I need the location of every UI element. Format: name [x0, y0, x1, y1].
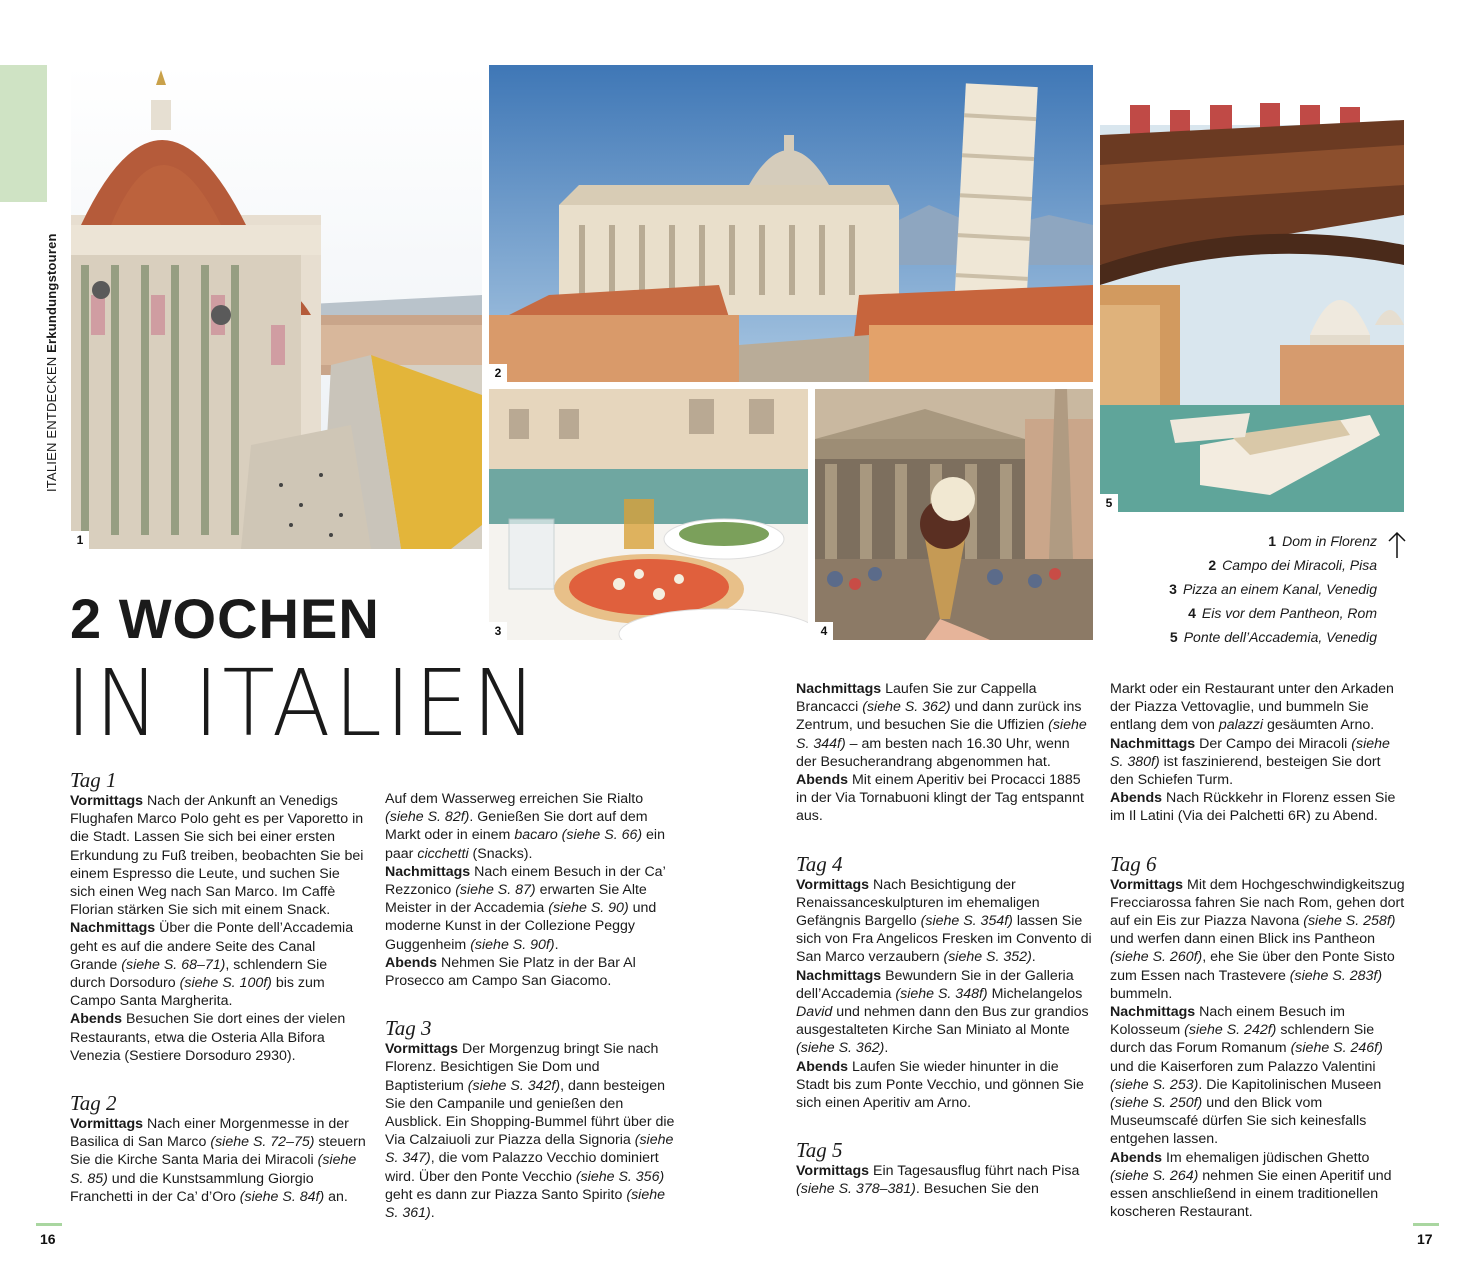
time-of-day-label: Vormittags: [70, 1116, 144, 1133]
day-heading: Tag 5: [796, 1138, 843, 1163]
page-reference: (siehe S. 68–71): [121, 956, 226, 973]
page-reference: (siehe S. 362): [796, 1040, 885, 1057]
page-reference: (siehe S. 87): [455, 882, 536, 899]
page-number-left: 16: [40, 1231, 56, 1247]
body-text: .: [430, 1205, 435, 1222]
page-title-line2: IN ITALIEN: [66, 650, 540, 757]
time-of-day-label: Nachmittags: [385, 863, 471, 880]
photo-pisa: [489, 65, 1093, 382]
body-text: Bewundern Sie in der Galleria dell’Accademia: [796, 967, 1074, 1002]
photo-number: 2: [489, 364, 507, 382]
caption-2: 2 Campo dei Miracoli, Pisa: [1208, 557, 1377, 573]
itinerary-paragraph: [70, 792, 366, 919]
body-text: Nach einem Besuch in der Ca’ Rezzonico: [385, 863, 666, 899]
caption-1: 1 Dom in Florenz: [1268, 533, 1377, 549]
page-reference: (siehe S. 260f): [1110, 949, 1203, 966]
time-of-day-label: Abends: [796, 1058, 849, 1075]
body-text: .: [884, 1040, 889, 1057]
body-text: ein paar: [385, 827, 665, 862]
body-text: an.: [324, 1188, 348, 1205]
body-text: .: [1031, 949, 1036, 966]
body-text: Nach einer Morgenmesse in der Basilica di San Marco: [70, 1116, 349, 1151]
caption-5: 5 Ponte dell’Accademia, Venedig: [1169, 629, 1377, 645]
body-text: Laufen Sie zur Cappella Brancacci: [796, 681, 1037, 716]
itinerary-paragraph: [385, 863, 681, 954]
itinerary-paragraph: [70, 1010, 366, 1065]
body-text: . Genießen Sie dort auf dem Markt oder in einem: [385, 809, 648, 844]
body-text: Über die Ponte dell’Accademia geht es auf die andere Seite des Canal Grande: [70, 920, 354, 973]
body-text: – am besten nach 16.30 Uhr, wenn der Besucherandrang abgenommen hat.: [796, 735, 1070, 770]
running-head: [44, 233, 59, 492]
page-reference: (siehe S. 264): [1110, 1167, 1199, 1184]
page-reference: (siehe S. 90): [548, 900, 629, 917]
page-reference: (siehe S. 84f): [239, 1188, 325, 1205]
caption-4: 4 Eis vor dem Pantheon, Rom: [1188, 605, 1377, 621]
page-reference: (siehe S. 253): [1110, 1076, 1199, 1093]
itinerary-paragraph: [1110, 680, 1406, 735]
body-text: Auf dem Wasserweg erreichen Sie Rialto: [385, 791, 644, 807]
page-reference: (siehe S. 283f): [1289, 967, 1383, 984]
text-column-4: [1110, 680, 1406, 1221]
itinerary-paragraph: [796, 1162, 1092, 1198]
gelato-pantheon-illustration: [815, 389, 1093, 640]
arrow-up-icon: [1387, 530, 1407, 560]
body-text: schlendern Sie durch das Forum Romanum: [1110, 1022, 1375, 1057]
itinerary-paragraph: [70, 919, 366, 1010]
itinerary-paragraph: [385, 954, 681, 990]
time-of-day-label: Nachmittags: [1110, 735, 1196, 752]
section-color-tab: [0, 65, 47, 202]
time-of-day-label: Vormittags: [796, 1163, 870, 1180]
page-bar-right: [1413, 1223, 1439, 1226]
page-reference: (siehe S. 100f): [179, 975, 272, 992]
body-text: Markt oder ein Restaurant unter den Arkaden der Piazza Vettovaglie, und bummeln Sie entlang dem von: [1110, 681, 1394, 734]
body-text: , schlendern Sie durch Dorsoduro: [70, 956, 328, 992]
pizza-canal-illustration: [489, 389, 808, 640]
text-column-3: [796, 680, 1092, 1199]
body-text: und die Kunstsammlung Giorgio Franchetti in der Ca’ d’Oro: [70, 1170, 314, 1205]
body-text: Michelangelos: [987, 985, 1083, 1002]
body-text: (Snacks).: [468, 845, 533, 862]
photo-number: 3: [489, 622, 507, 640]
page-reference: (siehe S. 362): [862, 699, 951, 716]
time-of-day-label: Vormittags: [1110, 876, 1184, 893]
photo-number: 5: [1100, 494, 1118, 512]
page-reference: (siehe S. 348f): [895, 985, 988, 1002]
page-reference: (siehe S. 344f): [796, 717, 1087, 752]
photo-number: 1: [71, 531, 89, 549]
time-of-day-label: Nachmittags: [796, 681, 882, 697]
page-reference: bacaro (siehe S. 66): [514, 827, 643, 844]
body-text: Der Morgenzug bringt Sie nach Florenz. Besichtigen Sie Dom und Baptisterium: [385, 1041, 659, 1094]
page-bar-left: [36, 1223, 62, 1226]
page-reference: (siehe S. 380f): [1110, 735, 1390, 770]
body-text: Nach Rückkehr in Florenz essen Sie im Il Latini (Via dei Palchetti 6R) zu Abend.: [1110, 790, 1396, 825]
page-reference: David: [796, 1004, 833, 1021]
page-reference: (siehe S. 90f): [470, 936, 555, 953]
chapter-label: Erkundungstouren: [44, 233, 59, 353]
day-heading: Tag 4: [796, 851, 843, 876]
body-text: . Besuchen Sie den: [915, 1181, 1039, 1198]
time-of-day-label: Nachmittags: [1110, 1004, 1196, 1021]
time-of-day-label: Abends: [385, 954, 438, 971]
body-text: Der Campo dei Miracoli: [1195, 735, 1352, 752]
time-of-day-label: Vormittags: [70, 793, 144, 809]
body-text: und werfen dann einen Blick ins Pantheon: [1110, 931, 1376, 948]
itinerary-paragraph: [1110, 1003, 1406, 1149]
body-text: Mit einem Aperitiv bei Procacci 1885 in der Via Tornabuoni klingt der Tag entspannt aus.: [796, 772, 1084, 825]
itinerary-paragraph: [796, 771, 1092, 826]
page-reference: (siehe S. 347): [385, 1132, 674, 1167]
page-title-line1: 2 WOCHEN: [70, 587, 380, 650]
time-of-day-label: Abends: [70, 1011, 123, 1028]
page-reference: (siehe S. 352): [943, 949, 1032, 966]
section-label: ITALIEN ENTDECKEN: [44, 356, 59, 492]
page-reference: (siehe S. 378–381): [796, 1181, 916, 1198]
body-text: . Die Kapitolinischen Museen: [1198, 1076, 1382, 1093]
text-column-2: [385, 790, 681, 1222]
day-heading: Tag 2: [70, 1091, 117, 1116]
itinerary-paragraph: [1110, 1149, 1406, 1222]
body-text: , die vom Palazzo Vecchio dominiert wird. Über den Ponte Vecchio: [385, 1150, 659, 1185]
day-heading: Tag 6: [1110, 851, 1157, 876]
body-text: .: [554, 936, 559, 953]
time-of-day-label: Nachmittags: [796, 967, 882, 984]
body-text: lassen Sie sich von Fra Angelicos Fresken im Convento di San Marco verzaubern: [796, 913, 1092, 966]
page-reference: (siehe S. 242f): [1184, 1022, 1277, 1039]
body-text: erwarten Sie Alte Meister in der Accademia: [385, 882, 647, 917]
itinerary-paragraph: [1110, 876, 1406, 1003]
photo-florence-dome: [71, 65, 482, 549]
body-text: ist faszinierend, besteigen Sie dort den Schiefen Turm.: [1110, 753, 1381, 789]
photo-number: 4: [815, 622, 833, 640]
caption-3: 3 Pizza an einem Kanal, Venedig: [1169, 581, 1377, 597]
itinerary-paragraph: [796, 680, 1092, 771]
itinerary-paragraph: [70, 1115, 366, 1206]
body-text: Ein Tagesausflug führt nach Pisa: [869, 1163, 1080, 1180]
body-text: und nehmen dann den Bus zur grandios ausgestalteten Kirche San Miniato al Monte: [796, 1004, 1089, 1039]
photo-captions: [1169, 529, 1377, 649]
itinerary-paragraph: [385, 1040, 681, 1222]
page-reference: (siehe S. 342f): [467, 1077, 561, 1094]
photo-accademia-venice: [1100, 65, 1404, 512]
body-text: und den Blick vom Museumscafé dürfen Sie sich keinesfalls entgehen lassen.: [1110, 1095, 1367, 1148]
day-heading: Tag 3: [385, 1016, 432, 1041]
page-reference: (siehe S. 354f): [920, 913, 1013, 930]
page-reference: cicchetti: [417, 845, 469, 862]
time-of-day-label: Vormittags: [385, 1041, 459, 1058]
body-text: geht es dann zur Piazza Santo Spirito: [385, 1186, 627, 1203]
body-text: gesäumten Arno.: [1263, 717, 1375, 734]
florence-dome-illustration: [71, 65, 482, 549]
body-text: und dann zurück ins Zentrum, und besuchen Sie die Uffizien: [796, 699, 1082, 734]
accademia-bridge-illustration: [1100, 65, 1404, 512]
itinerary-paragraph: [385, 790, 681, 863]
body-text: Besuchen Sie dort eines der vielen Restaurants, etwa die Osteria Alla Bifora Venezia (Sestiere Dorsoduro 2930).: [70, 1011, 346, 1064]
page-reference: (siehe S. 361): [385, 1186, 665, 1222]
body-text: Laufen Sie wieder hinunter in die Stadt bis zum Ponte Vecchio, und gönnen Sie sich einen Aperitiv am Arno.: [796, 1058, 1084, 1112]
page-reference: (siehe S. 72–75): [210, 1134, 315, 1151]
body-text: bis zum Campo Santa Margherita.: [70, 975, 325, 1010]
body-text: Nach der Ankunft an Venedigs Flughafen Marco Polo geht es per Vaporetto in die Stadt. Lassen Sie sich bei einer ersten Erkundung zu Fuß treiben, beobachten Sie bei einem Espresso die Leute, und suchen Sie sich einen Weg nach San Marco. Im Caffè Florian stärken Sie sich mit einem Snack.: [70, 793, 364, 919]
body-text: Nehmen Sie Platz in der Bar Al Prosecco am Campo San Giacomo.: [385, 954, 636, 990]
body-text: Im ehemaligen jüdischen Ghetto: [1162, 1149, 1370, 1166]
page-reference: (siehe S. 246f): [1290, 1040, 1383, 1057]
itinerary-paragraph: [796, 1058, 1092, 1113]
page-number-right: 17: [1417, 1231, 1433, 1247]
photo-pizza-venice: [489, 389, 808, 640]
time-of-day-label: Abends: [1110, 790, 1163, 807]
body-text: und moderne Kunst in der Collezione Peggy Guggenheim: [385, 900, 657, 953]
page-reference: (siehe S. 356): [575, 1168, 665, 1185]
text-column-1: [70, 768, 366, 1206]
itinerary-paragraph: [1110, 735, 1406, 790]
photo-gelato-pantheon: [815, 389, 1093, 640]
body-text: Mit dem Hochgeschwindigkeitszug Frecciarossa fahren Sie nach Rom, gehen dort auf ein Eis zur Piazza Navona: [1110, 876, 1405, 930]
body-text: , ehe Sie über den Ponte Sisto zum Essen nach Trastevere: [1110, 949, 1395, 984]
time-of-day-label: Vormittags: [796, 876, 870, 893]
time-of-day-label: Abends: [1110, 1149, 1163, 1166]
itinerary-paragraph: [796, 876, 1092, 967]
itinerary-paragraph: [796, 967, 1092, 1058]
body-text: und die Kaiserforen zum Palazzo Valentini: [1110, 1058, 1376, 1075]
day-heading: Tag 1: [70, 768, 117, 792]
time-of-day-label: Nachmittags: [70, 920, 156, 937]
body-text: nehmen Sie einen Aperitif und essen anschließend in einem traditionellen koscheren Restaurant.: [1110, 1167, 1392, 1221]
body-text: steuern Sie die Kirche Santa Maria dei Miracoli: [70, 1134, 366, 1169]
body-text: , dann besteigen Sie den Campanile und genießen den Ausblick. Ein Shopping-Bummel führt über die Via Calzaiuoli zur Piazza della Signoria: [385, 1077, 675, 1149]
page-reference: (siehe S. 82f): [385, 809, 470, 826]
page-reference: (siehe S. 250f): [1110, 1095, 1203, 1112]
itinerary-paragraph: [1110, 789, 1406, 825]
body-text: Nach Besichtigung der Renaissanceskulpturen im ehemaligen Gefängnis Bargello: [796, 876, 1040, 930]
body-text: Nach einem Besuch im Kolosseum: [1110, 1004, 1345, 1039]
time-of-day-label: Abends: [796, 772, 849, 789]
pisa-illustration: [489, 65, 1093, 382]
page-reference: (siehe S. 85): [70, 1152, 357, 1187]
page-reference: palazzi: [1218, 717, 1264, 734]
page-reference: (siehe S. 258f): [1303, 913, 1396, 930]
body-text: bummeln.: [1110, 985, 1173, 1002]
